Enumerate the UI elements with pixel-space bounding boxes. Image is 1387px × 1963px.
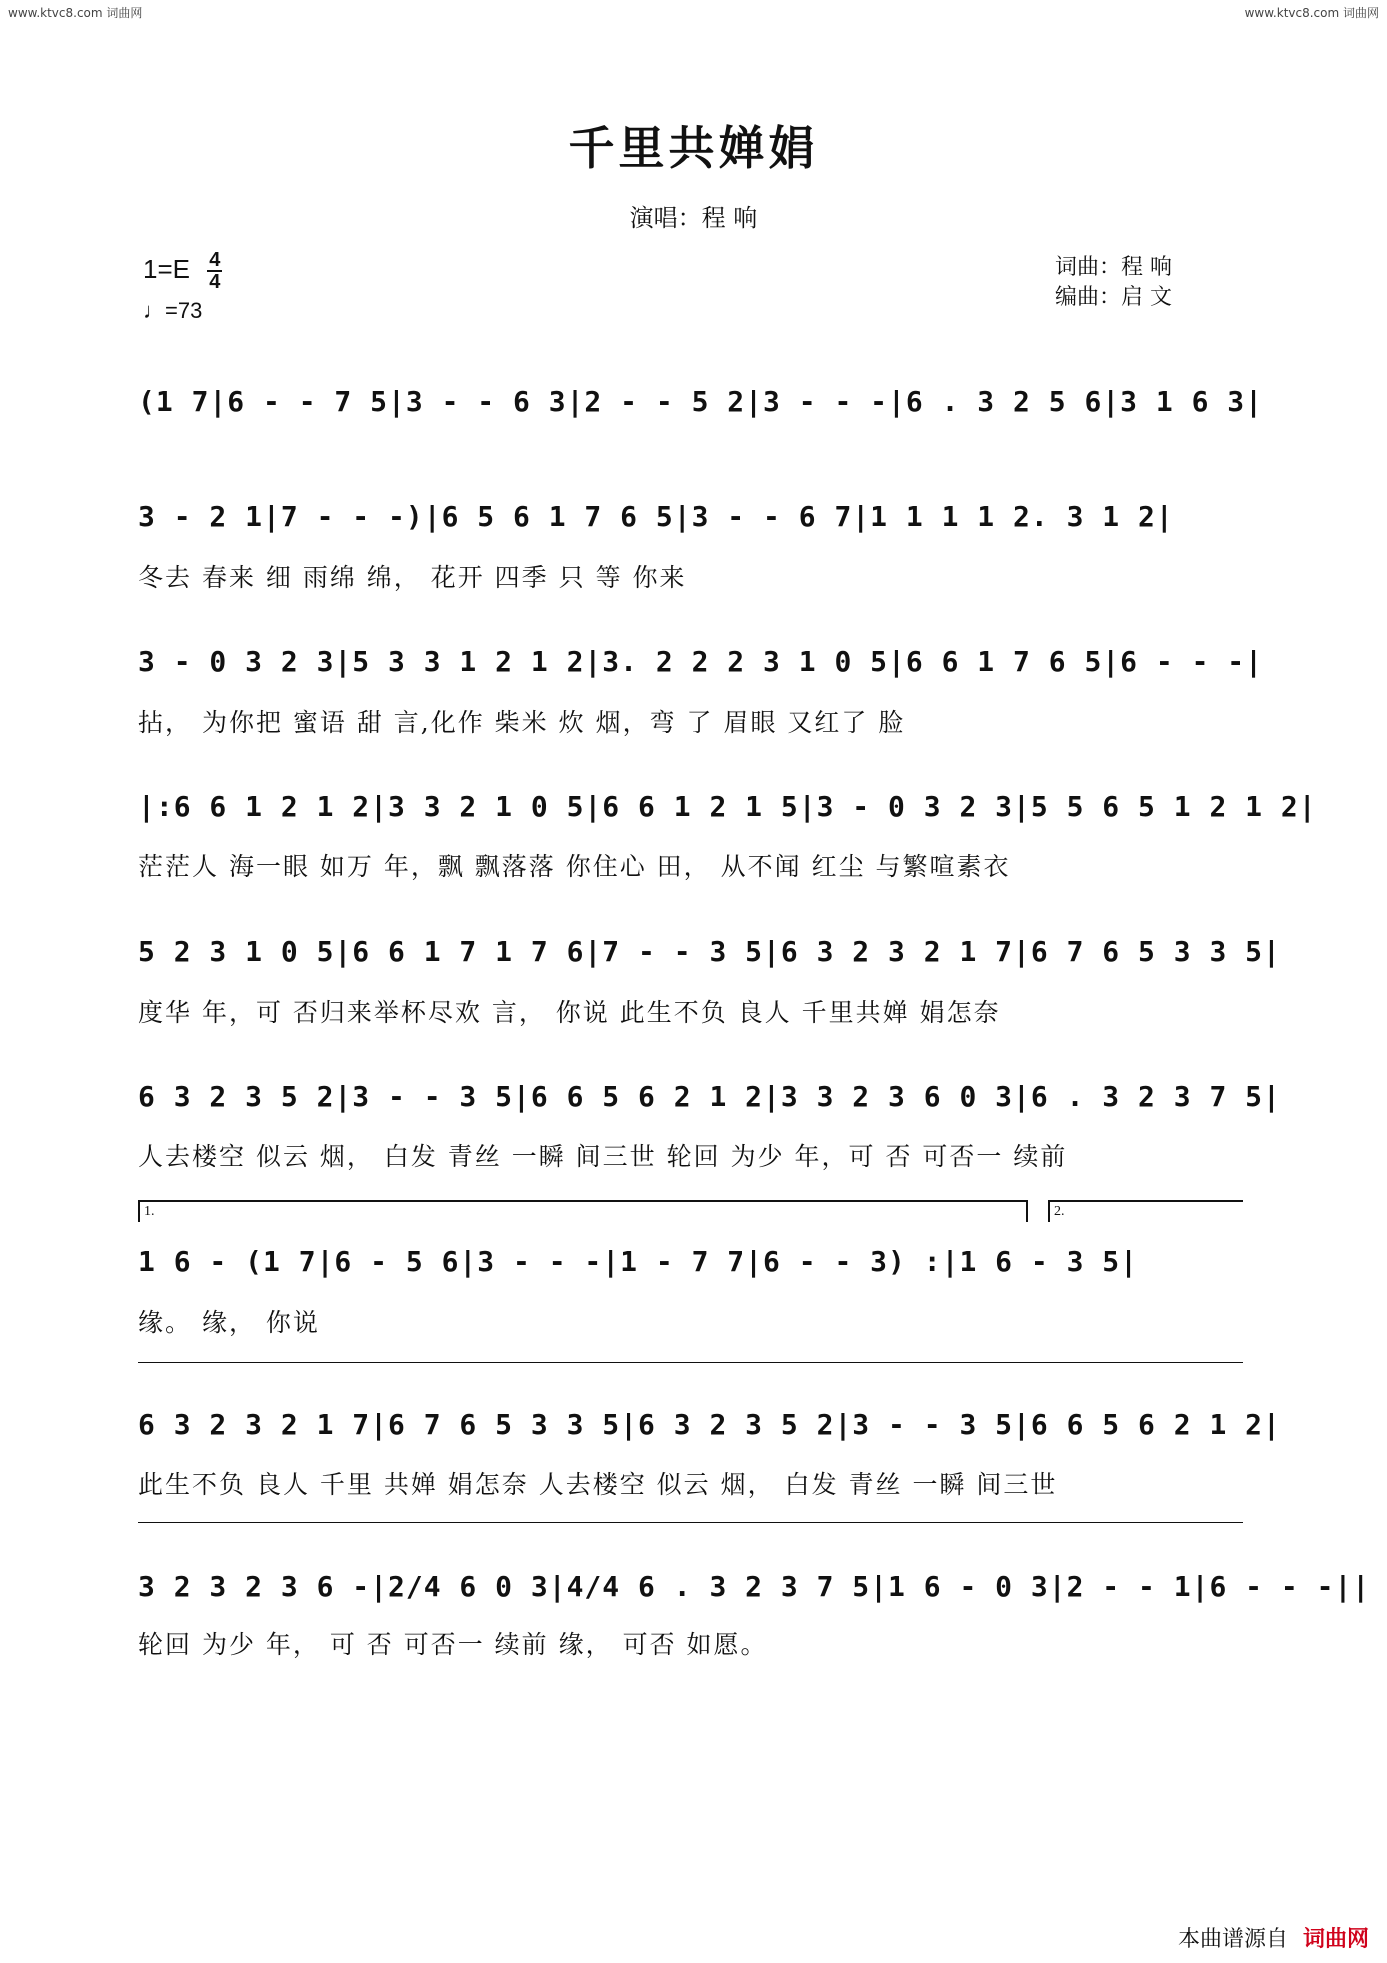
lyric-line-6: 人去楼空 似云 烟， 白发 青丝 一瞬 间三世 轮回 为少 年，可 否 可否一 续前 <box>138 1142 1068 1171</box>
lyric-line-4: 茫茫人 海一眼 如万 年，飘 飘落落 你住心 田， 从不闻 红尘 与繁喧素衣 <box>138 852 1011 881</box>
first-ending-bracket <box>138 1200 1028 1202</box>
lyric-line-5: 度华 年，可 否归来举杯尽欢 言， 你说 此生不负 良人 千里共婵 娟怎奈 <box>138 998 1001 1027</box>
song-title: 千里共婵娟 <box>568 121 819 175</box>
footer-source-text: 本曲谱源自 <box>1177 1927 1288 1952</box>
system-divider-2 <box>138 1522 1243 1523</box>
lyric-line-8: 此生不负 良人 千里 共婵 娟怎奈 人去楼空 似云 烟， 白发 青丝 一瞬 间三世 <box>138 1470 1058 1499</box>
notation-line-9: 3 2 3 2 3 6 -|2/4 6 0 3|4/4 6 . 3 2 3 7 5|1 6 - 0 3|2 - - 1|6 - - -|| <box>138 1570 1371 1603</box>
watermark-right: www.ktvc8.com 词曲网 <box>1244 6 1379 20</box>
lyricist-credit: 词曲：程 响 <box>1055 255 1172 280</box>
notation-line-1: (1 7|6 - - 7 5|3 - - 6 3|2 - - 5 2|3 - - -|6 . 3 2 5 6|3 1 6 3| <box>138 385 1264 418</box>
first-ending-start-tick <box>138 1200 140 1222</box>
second-ending-label: 2. <box>1054 1204 1065 1219</box>
notation-line-3: 3 - 0 3 2 3|5 3 3 1 2 1 2|3. 2 2 2 3 1 0 5|6 6 1 7 6 5|6 - - -| <box>138 645 1264 678</box>
notation-line-6: 6 3 2 3 5 2|3 - - 3 5|6 6 5 6 2 1 2|3 3 2 3 6 0 3|6 . 3 2 3 7 5| <box>138 1080 1281 1113</box>
watermark-left: www.ktvc8.com 词曲网 <box>8 6 143 20</box>
system-divider-1 <box>138 1362 1243 1363</box>
time-signature <box>207 250 222 292</box>
notation-line-2: 3 - 2 1|7 - - -)|6 5 6 1 7 6 5|3 - - 6 7|1 1 1 1 2. 3 1 2| <box>138 500 1174 533</box>
notation-line-8: 6 3 2 3 2 1 7|6 7 6 5 3 3 5|6 3 2 3 5 2|3 - - 3 5|6 6 5 6 2 1 2| <box>138 1408 1281 1441</box>
arranger-credit: 编曲：启 文 <box>1055 285 1172 310</box>
footer-brand[interactable]: 词曲网 <box>1302 1927 1369 1952</box>
lyric-line-2: 冬去 春来 细 雨绵 绵， 花开 四季 只 等 你来 <box>138 563 687 592</box>
singer-credit: 演唱：程 响 <box>629 204 758 232</box>
lyric-line-7: 缘。 缘， 你说 <box>138 1308 320 1337</box>
lyric-line-3: 拈， 为你把 蜜语 甜 言,化作 柴米 炊 烟，弯 了 眉眼 又红了 脸 <box>138 708 906 737</box>
second-ending-start-tick <box>1048 1200 1050 1222</box>
time-signature-bottom: 4 <box>209 271 221 293</box>
key-label: 1=E <box>143 253 190 284</box>
notation-line-4: |:6 6 1 2 1 2|3 3 2 1 0 5|6 6 1 2 1 5|3 - 0 3 2 3|5 5 6 5 1 2 1 2| <box>138 790 1317 823</box>
first-ending-end-tick <box>1026 1200 1028 1222</box>
lyric-line-9: 轮回 为少 年， 可 否 可否一 续前 缘， 可否 如愿。 <box>138 1630 768 1659</box>
first-ending-label: 1. <box>144 1204 155 1219</box>
notation-line-7: 1 6 - (1 7|6 - 5 6|3 - - -|1 - 7 7|6 - - 3) :|1 6 - 3 5| <box>138 1245 1139 1278</box>
footer-source <box>1178 1922 1369 1953</box>
tempo-marking: ♩=73 <box>143 298 203 323</box>
key-signature <box>143 250 222 292</box>
notation-line-5: 5 2 3 1 0 5|6 6 1 7 1 7 6|7 - - 3 5|6 3 2 3 2 1 7|6 7 6 5 3 3 5| <box>138 935 1281 968</box>
second-ending-bracket <box>1048 1200 1243 1202</box>
time-signature-top: 4 <box>209 249 221 271</box>
